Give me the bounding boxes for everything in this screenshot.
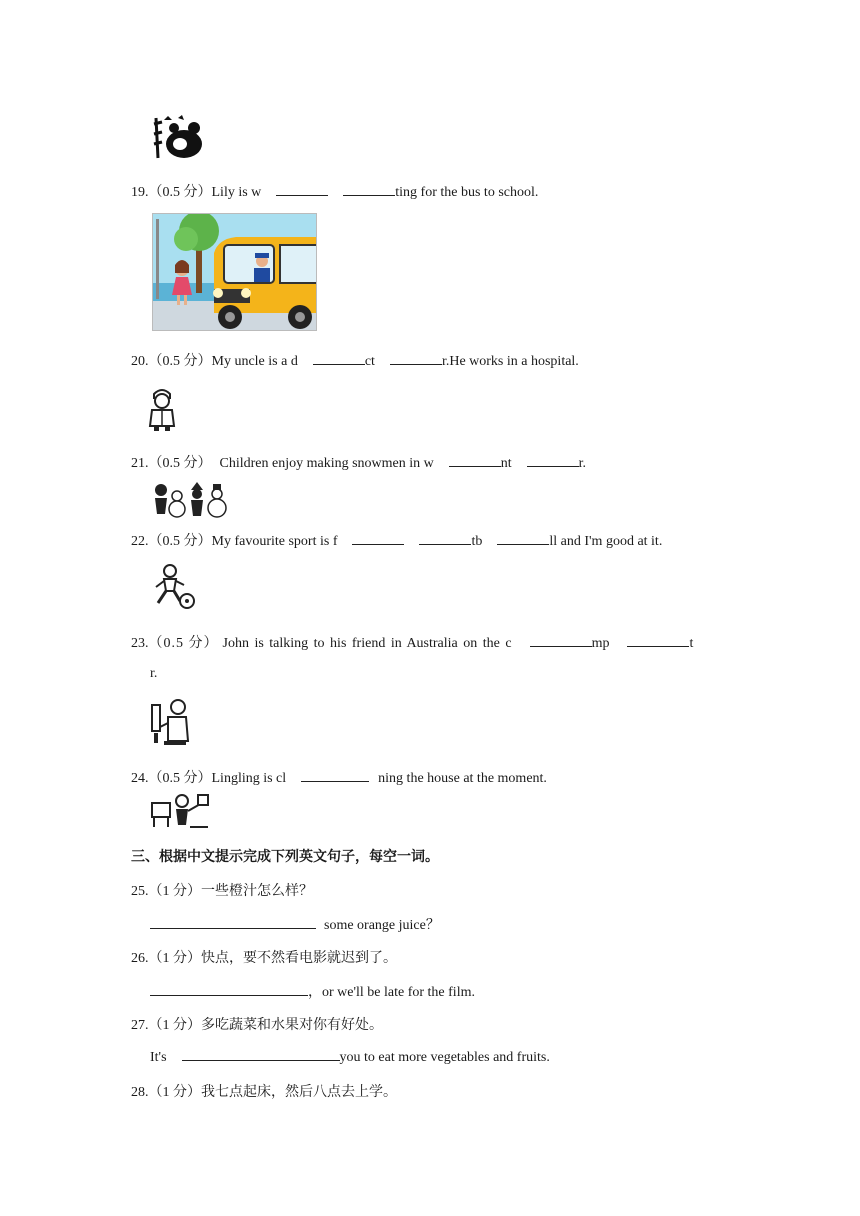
question-text: It's (150, 1050, 167, 1065)
question-score: （0.5 分） (148, 534, 212, 549)
question-text: nt (500, 456, 512, 471)
question-text: you to eat more vegetables and fruits. (339, 1050, 550, 1065)
answer-blank[interactable] (419, 532, 471, 545)
question-score: （1 分） (148, 951, 201, 966)
answer-blank[interactable] (276, 183, 328, 196)
question-prompt: 一些橙汁怎么样？ (201, 884, 313, 899)
question-score: （0.5 分） (148, 636, 219, 651)
question-text: Lily is w (211, 185, 262, 200)
question-score: （0.5 分） (148, 354, 212, 369)
answer-blank[interactable] (313, 352, 365, 365)
question-27 (131, 1014, 383, 1034)
question-text: some orange juice？ (324, 918, 440, 933)
question-prompt: 我七点起床，然后八点去上学。 (201, 1085, 397, 1100)
question-number: 27. (131, 1018, 149, 1033)
question-score: （0.5 分） (148, 771, 212, 786)
question-number: 21. (131, 456, 149, 471)
question-21 (131, 452, 586, 472)
answer-blank[interactable] (497, 532, 549, 545)
question-22 (131, 530, 662, 550)
question-prompt: 多吃蔬菜和水果对你有好处。 (201, 1018, 383, 1033)
question-text: John is talking to his friend in Australia on the c (222, 636, 512, 651)
answer-blank[interactable] (527, 454, 579, 467)
answer-blank[interactable] (627, 634, 689, 647)
question-text: ct (364, 354, 375, 369)
question-25 (131, 880, 313, 900)
answer-blank[interactable] (301, 769, 369, 782)
computer-user-icon (150, 697, 192, 749)
question-text: Children enjoy making snowmen in w (219, 456, 434, 471)
snowmen-children-icon (151, 480, 235, 520)
question-text: ning the house at the moment. (378, 771, 547, 786)
answer-blank[interactable] (390, 352, 442, 365)
question-number: 26. (131, 951, 149, 966)
answer-blank[interactable] (343, 183, 395, 196)
answer-blank[interactable] (182, 1048, 340, 1061)
question-text: r.He works in a hospital. (441, 354, 579, 369)
section-heading: 三、根据中文提示完成下列英文句子，每空一词。 (131, 850, 439, 865)
question-26-answer (150, 981, 475, 1001)
answer-blank[interactable] (449, 454, 501, 467)
question-score: （0.5 分） (148, 185, 212, 200)
question-text: ll and I'm good at it. (549, 534, 663, 549)
question-prompt: 快点，要不然看电影就迟到了。 (201, 951, 397, 966)
question-number: 20. (131, 354, 149, 369)
question-27-answer (150, 1048, 550, 1066)
question-28 (131, 1081, 397, 1101)
question-25-answer (150, 914, 440, 934)
question-score: （1 分） (148, 884, 201, 899)
question-number: 25. (131, 884, 149, 899)
question-19 (131, 181, 538, 201)
answer-blank[interactable] (150, 916, 316, 929)
question-number: 28. (131, 1085, 149, 1100)
question-text: r. (578, 456, 587, 471)
answer-blank[interactable] (530, 634, 592, 647)
question-23 (131, 632, 693, 652)
question-number: 23. (131, 636, 149, 651)
question-score: （0.5 分） (148, 456, 212, 471)
panda-bamboo-icon (150, 114, 204, 162)
question-score: （1 分） (148, 1085, 201, 1100)
question-text: My uncle is a d (211, 354, 298, 369)
question-number: 19. (131, 185, 149, 200)
answer-blank[interactable] (150, 983, 308, 996)
question-text: t (689, 636, 694, 651)
answer-blank[interactable] (352, 532, 404, 545)
question-text: tb (471, 534, 483, 549)
question-number: 24. (131, 771, 149, 786)
question-text: Lingling is cl (211, 771, 287, 786)
question-20 (131, 350, 579, 370)
question-text: ting for the bus to school. (395, 185, 539, 200)
doctor-icon (148, 386, 176, 432)
question-23-continuation: r. (150, 666, 158, 681)
question-26 (131, 947, 397, 967)
question-score: （1 分） (148, 1018, 201, 1033)
school-bus-scene-image (152, 213, 317, 331)
question-text: mp (591, 636, 610, 651)
question-text: My favourite sport is f (211, 534, 338, 549)
cleaning-house-icon (150, 793, 210, 833)
football-player-icon (150, 563, 196, 611)
question-24 (131, 767, 547, 787)
question-number: 22. (131, 534, 149, 549)
question-text: ，or we'll be late for the film. (308, 985, 475, 1000)
